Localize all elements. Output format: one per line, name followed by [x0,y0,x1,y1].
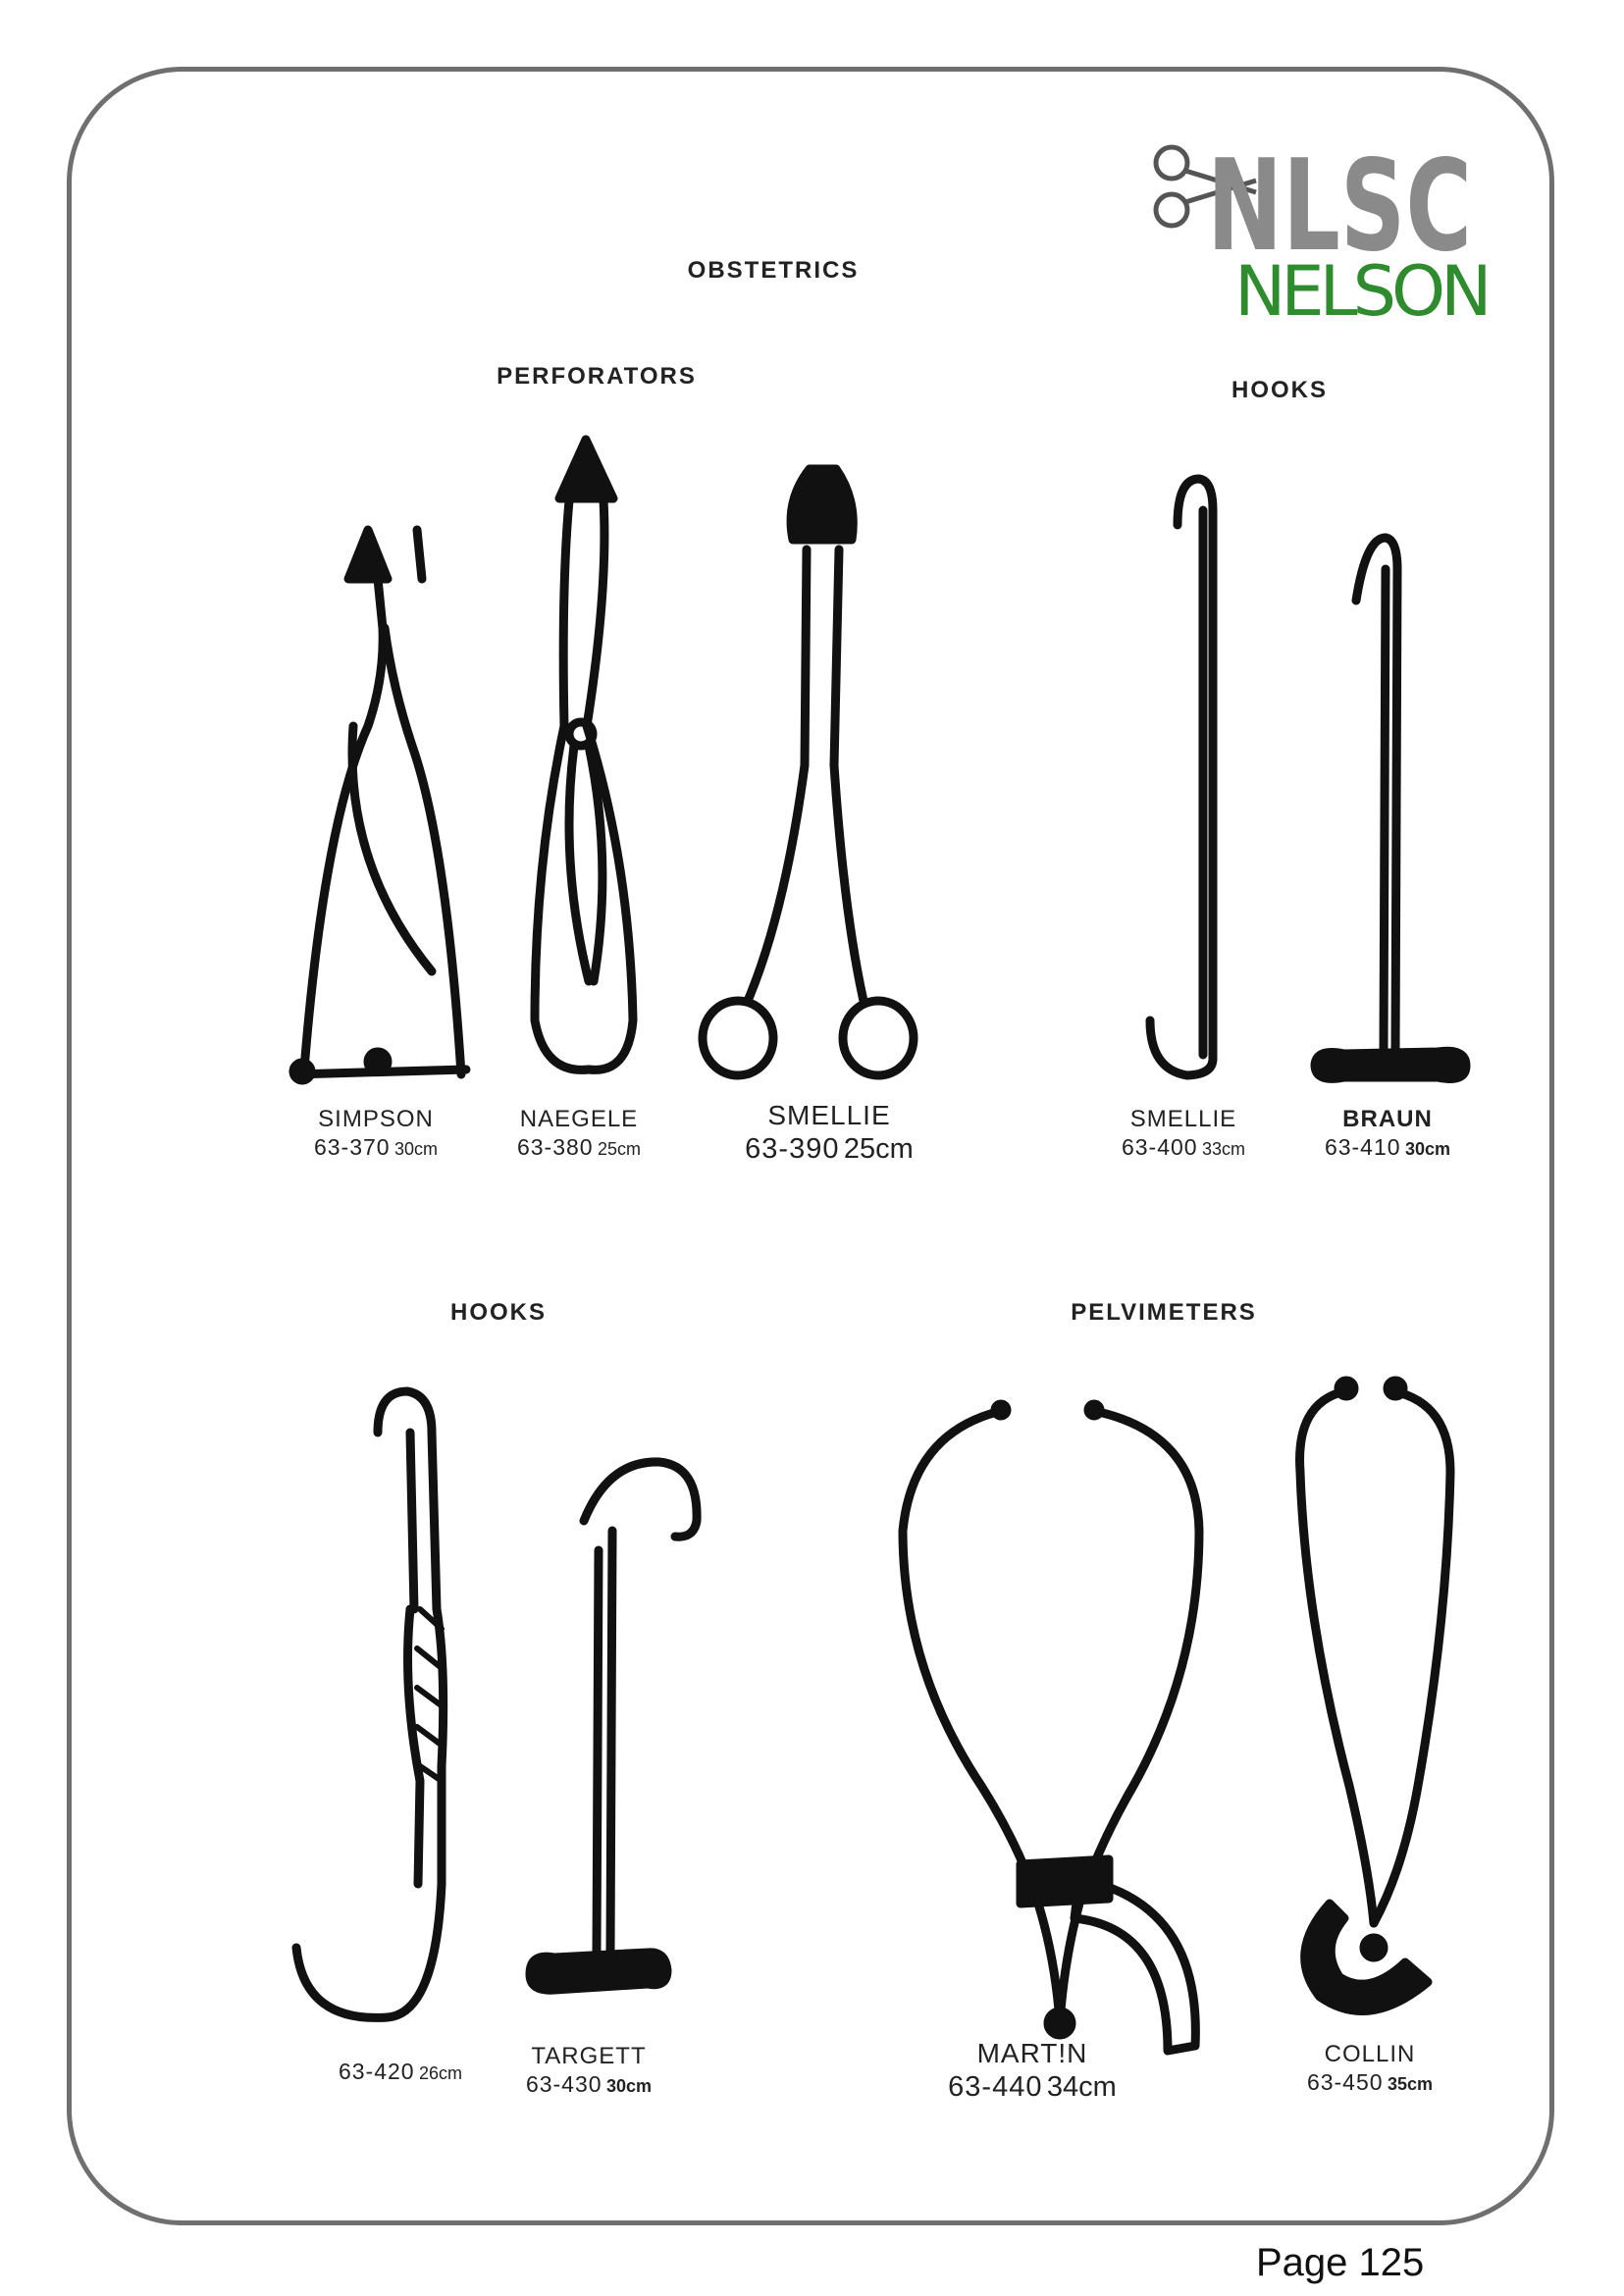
heading-hooks-top: HOOKS [1231,377,1329,403]
item-name: SMELLIE [1129,1106,1237,1132]
item-name: SIMPSON [318,1106,434,1132]
item-targett [526,2043,652,2098]
collin-pelvimeter-illustration [1300,1381,1450,2010]
item-naegele [517,1106,641,1161]
item-smellie-perforator [745,1099,914,1166]
item-size: 34cm [1046,2070,1117,2103]
item-size: 35cm [1388,2073,1434,2094]
heading-pelvimeters: PELVIMETERS [1071,1299,1257,1326]
item-size: 33cm [1202,1138,1246,1159]
item-name: COLLIN [1324,2041,1416,2067]
item-code: 63-450 [1306,2068,1384,2095]
item-name: NAEGELE [519,1106,639,1132]
item-size: 30cm [394,1138,439,1159]
simpson-perforator-illustration [293,530,466,1080]
item-name: TARGETT [531,2043,647,2069]
smellie-hook-illustration [1150,479,1213,1075]
item-code: 63-380 [516,1133,594,1160]
brand-name: NELSON [1234,251,1488,332]
heading-hooks-bottom: HOOKS [449,1299,548,1326]
item-name: MART!N [976,2038,1088,2068]
item-hook-420 [339,2059,462,2086]
item-size: 30cm [606,2075,653,2096]
smellie-perforator-illustration [703,469,914,1075]
item-code: 63-440 [948,2070,1043,2103]
item-size: 25cm [843,1132,914,1165]
item-martin [948,2037,1117,2104]
item-smellie-hook [1122,1106,1245,1161]
heading-perforators: PERFORATORS [497,363,697,390]
crochet-hook-illustration [296,1391,444,2017]
item-code: 63-370 [313,1133,391,1160]
item-code: 63-430 [525,2070,602,2097]
item-simpson [314,1106,438,1161]
item-code: 63-410 [1324,1133,1401,1160]
item-code: 63-420 [338,2059,415,2084]
item-collin [1307,2041,1433,2096]
item-braun [1325,1106,1450,1161]
item-code: 63-390 [745,1132,840,1165]
braun-hook-illustration [1315,538,1466,1079]
item-name: SMELLIE [767,1100,891,1130]
page-number: Page 125 [1256,2241,1425,2284]
naegele-perforator-illustration [535,440,633,1070]
item-size: 25cm [598,1138,642,1159]
item-size: 26cm [419,2063,463,2083]
item-code: 63-400 [1121,1133,1198,1160]
item-size: 30cm [1405,1138,1451,1159]
item-name: BRAUN [1342,1106,1433,1132]
targett-hook-illustration [530,1462,697,1990]
martin-pelvimeter-illustration [903,1404,1199,2051]
logo-letters: NLSC [1207,133,1472,280]
title-obstetrics: OBSTETRICS [687,257,860,284]
